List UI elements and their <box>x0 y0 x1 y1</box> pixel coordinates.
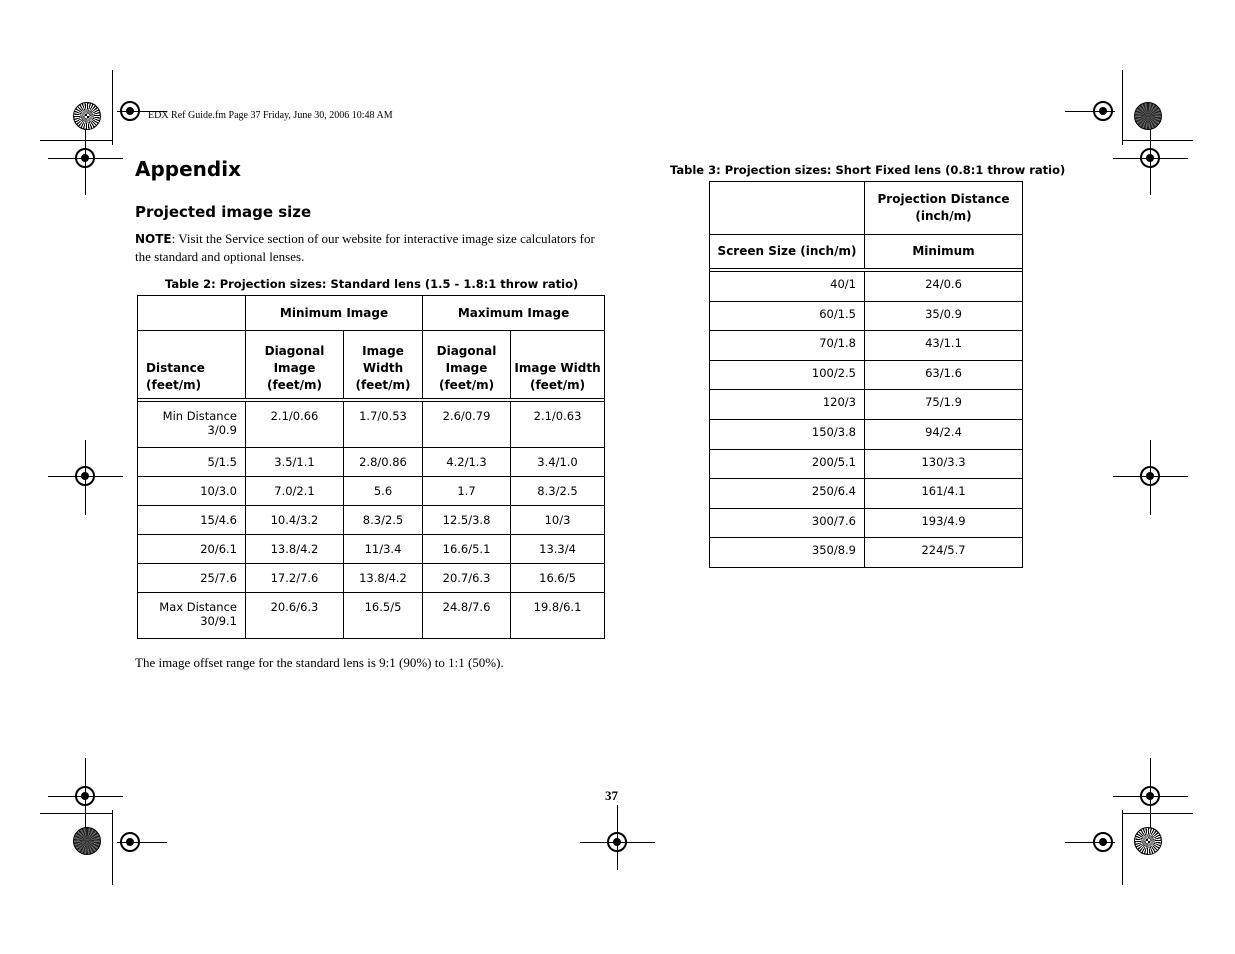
table3-body <box>710 272 1023 568</box>
table2-cell: 2.1/0.63 <box>511 402 605 448</box>
table2-group-header-minimum: Minimum Image <box>246 296 423 331</box>
table3-cell: 63/1.6 <box>865 360 1023 390</box>
table3-row <box>710 360 1023 390</box>
table2-col-header: Distance (feet/m) <box>138 331 246 399</box>
table2-cell: 4.2/1.3 <box>423 448 511 477</box>
page-title: Appendix <box>135 157 241 181</box>
print-info-line: EDX Ref Guide.fm Page 37 Friday, June 30, 2006 10:48 AM <box>148 110 393 121</box>
table2-col-header: Diagonal Image (feet/m) <box>246 331 344 399</box>
table2-row <box>138 402 605 448</box>
registration-mark-icon <box>1140 466 1160 486</box>
table2-cell: 10/3.0 <box>138 477 246 506</box>
table2-cell: 8.3/2.5 <box>511 477 605 506</box>
table2-cell: 25/7.6 <box>138 564 246 593</box>
table2-cell: 2.8/0.86 <box>344 448 423 477</box>
table2-cell: 16.6/5.1 <box>423 535 511 564</box>
table2-cell: 15/4.6 <box>138 506 246 535</box>
table3-cell: 193/4.9 <box>865 508 1023 538</box>
table3-cell: 60/1.5 <box>710 301 865 331</box>
table3-cell: 350/8.9 <box>710 538 865 568</box>
registration-mark-icon <box>1093 832 1113 852</box>
table2-cell: 13.8/4.2 <box>344 564 423 593</box>
table2-cell: 16.6/5 <box>511 564 605 593</box>
table2-cell: 2.1/0.66 <box>246 402 344 448</box>
table3-cell: 40/1 <box>710 272 865 302</box>
table2-cell: 1.7/0.53 <box>344 402 423 448</box>
table2-col-header: Image Width (feet/m) <box>511 331 605 399</box>
table2-col-header: Image Width (feet/m) <box>344 331 423 399</box>
table3-cell: 94/2.4 <box>865 419 1023 449</box>
color-target-icon <box>73 102 101 130</box>
table3-row <box>710 272 1023 302</box>
registration-mark-icon <box>75 786 95 806</box>
table3-row <box>710 508 1023 538</box>
table2-cell: 1.7 <box>423 477 511 506</box>
note-label: NOTE <box>135 232 172 246</box>
note-text: : Visit the Service section of our website for interactive image size calculators for the standard and optional lenses. <box>135 231 595 264</box>
table3-short-fixed-lens <box>709 181 1023 568</box>
table3-row <box>710 390 1023 420</box>
table2-cell: Max Distance 30/9.1 <box>138 593 246 639</box>
table3-cell: 200/5.1 <box>710 449 865 479</box>
table2-cell: 8.3/2.5 <box>344 506 423 535</box>
color-target-icon <box>1134 102 1162 130</box>
table3-header-blank <box>710 182 865 235</box>
table2-group-header-maximum: Maximum Image <box>423 296 605 331</box>
table2-cell: 19.8/6.1 <box>511 593 605 639</box>
table2-cell: 10.4/3.2 <box>246 506 344 535</box>
table2-cell: 10/3 <box>511 506 605 535</box>
registration-mark-icon <box>120 832 140 852</box>
table2-cell: 20.7/6.3 <box>423 564 511 593</box>
table2-cell: 13.3/4 <box>511 535 605 564</box>
table3-cell: 130/3.3 <box>865 449 1023 479</box>
table2-col-header: Diagonal Image (feet/m) <box>423 331 511 399</box>
table2-cell: 3.4/1.0 <box>511 448 605 477</box>
table3-cell: 120/3 <box>710 390 865 420</box>
table2-row <box>138 564 605 593</box>
section-heading: Projected image size <box>135 203 312 221</box>
table2-cell: 5.6 <box>344 477 423 506</box>
table3-cell: 75/1.9 <box>865 390 1023 420</box>
table2-cell: 24.8/7.6 <box>423 593 511 639</box>
color-target-icon <box>1134 827 1162 855</box>
table3-cell: 100/2.5 <box>710 360 865 390</box>
table3-col-header: Screen Size (inch/m) <box>710 235 865 269</box>
table2-cell: 2.6/0.79 <box>423 402 511 448</box>
table2-cell: Min Distance 3/0.9 <box>138 402 246 448</box>
table3-cell: 224/5.7 <box>865 538 1023 568</box>
table3-row <box>710 331 1023 361</box>
registration-mark-icon <box>1093 101 1113 121</box>
table3-group-header: Projection Distance (inch/m) <box>865 182 1023 235</box>
registration-mark-icon <box>607 832 627 852</box>
table3-row <box>710 449 1023 479</box>
table2-cell: 7.0/2.1 <box>246 477 344 506</box>
table3-cell: 250/6.4 <box>710 479 865 509</box>
table2-standard-lens <box>137 295 605 639</box>
registration-mark-icon <box>1140 148 1160 168</box>
table3-row <box>710 479 1023 509</box>
table3-row <box>710 419 1023 449</box>
table2-cell: 3.5/1.1 <box>246 448 344 477</box>
registration-mark-icon <box>1140 786 1160 806</box>
table2-row <box>138 477 605 506</box>
table2-cell: 11/3.4 <box>344 535 423 564</box>
table2-cell: 5/1.5 <box>138 448 246 477</box>
table2-cell: 16.5/5 <box>344 593 423 639</box>
table2-body <box>138 402 605 639</box>
table2-cell: 13.8/4.2 <box>246 535 344 564</box>
note-paragraph <box>135 230 610 265</box>
table2-row <box>138 506 605 535</box>
table3-row <box>710 538 1023 568</box>
table2-row <box>138 535 605 564</box>
table2-cell: 20/6.1 <box>138 535 246 564</box>
table2-row <box>138 448 605 477</box>
table3-cell: 150/3.8 <box>710 419 865 449</box>
table3-cell: 43/1.1 <box>865 331 1023 361</box>
table2-cell: 17.2/7.6 <box>246 564 344 593</box>
table3-cell: 300/7.6 <box>710 508 865 538</box>
table2-row <box>138 593 605 639</box>
page-number: 37 <box>605 788 618 803</box>
registration-mark-icon <box>75 466 95 486</box>
table3-cell: 161/4.1 <box>865 479 1023 509</box>
offset-range-text: The image offset range for the standard lens is 9:1 (90%) to 1:1 (50%). <box>135 655 504 670</box>
table2-caption: Table 2: Projection sizes: Standard lens (1.5 - 1.8:1 throw ratio) <box>165 277 579 291</box>
table3-cell: 70/1.8 <box>710 331 865 361</box>
table2-cell: 20.6/6.3 <box>246 593 344 639</box>
color-target-icon <box>73 827 101 855</box>
table3-caption: Table 3: Projection sizes: Short Fixed lens (0.8:1 throw ratio) <box>670 163 1066 177</box>
table3-cell: 35/0.9 <box>865 301 1023 331</box>
table2-header-blank <box>138 296 246 331</box>
table3-col-header: Minimum <box>865 235 1023 269</box>
table3-row <box>710 301 1023 331</box>
registration-mark-icon <box>75 148 95 168</box>
table3-cell: 24/0.6 <box>865 272 1023 302</box>
registration-mark-icon <box>120 101 140 121</box>
table2-cell: 12.5/3.8 <box>423 506 511 535</box>
